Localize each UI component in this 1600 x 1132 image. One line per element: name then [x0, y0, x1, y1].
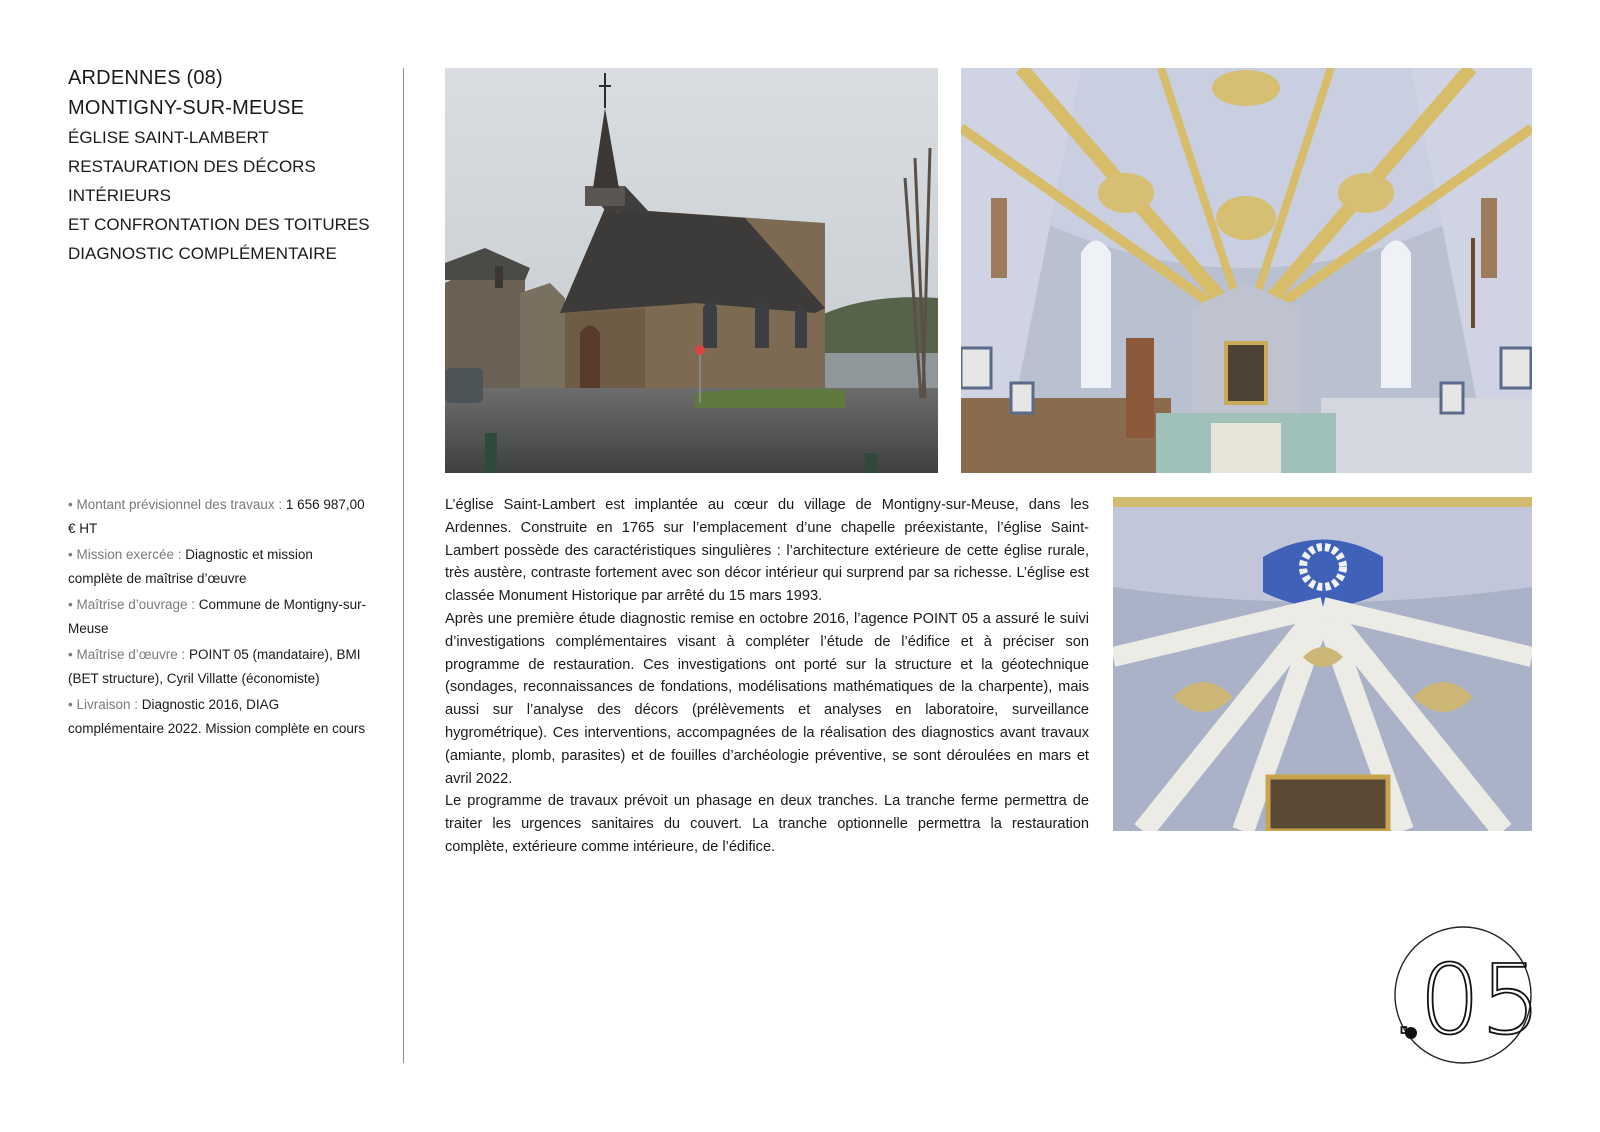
description-paragraph-2: Après une première étude diagnostic remise en octobre 2016, l’agence POINT 05 a assuré le suivi d’investigations complémentaires visant à compléter l’étude de l’édifice et à préciser son programme de restauration. Ces investigations ont porté sur la structure et la géotechnique (sondages, reconnaissances de fondations, modélisations mathématiques de la charpente), mais aussi sur l’analyse des décors (prélèvements et analyses en laboratoire, surveillance hygrométrique). Ces interventions, accompagnées de la réalisation des diagnostics avant travaux (amiante, plomb, parasites) et de fouilles d’archéologie préventive, se sont déroulées en mars et avril 2022. [445, 610, 1089, 787]
description-paragraph-1: L’église Saint-Lambert est implantée au cœur du village de Montigny-sur-Meuse, dans les Ardennes. Construite en 1765 sur l’emplacement d’une chapelle préexistante, l’église Saint-Lambert possède des caractéristiques singulières : l’architecture extérieure de cette église rurale, très austère, contraste fortement avec son décor intérieur qui surprend par sa richesse. L’église est classée Monument Historique par arrêté du 15 mars 1993. [445, 497, 1089, 605]
fact-client [68, 593, 368, 641]
project-description [445, 494, 1089, 859]
subtitle-building: ÉGLISE SAINT-LAMBERT [68, 128, 269, 147]
fact-label: • Maîtrise d’œuvre : [68, 647, 189, 662]
fact-value: POINT 05 (mandataire), BMI (BET structure), Cyril Villatte (économiste) [68, 647, 361, 686]
description-paragraph-3: Le programme de travaux prévoit un phasage en deux tranches. La tranche ferme permettra de traiter les urgences sanitaires du couvert. La tranche optionnelle permettra la restauration complète, extérieure comme intérieure, de l’édifice. [445, 793, 1089, 855]
church-exterior-photo [445, 68, 938, 473]
fact-label: • Livraison : [68, 697, 142, 712]
subtitle-line-4: ET CONFRONTATION DES TOITURES [68, 215, 370, 234]
project-facts [68, 493, 368, 743]
fact-mission [68, 543, 368, 591]
fact-label: • Montant prévisionnel des travaux : [68, 497, 286, 512]
fact-value: Commune de Montigny-sur-Meuse [68, 597, 367, 636]
fact-label: • Mission exercée : [68, 547, 186, 562]
title-department: ARDENNES (08) [68, 67, 223, 89]
vault-ceiling-detail-photo [1113, 497, 1532, 831]
fact-value: 1 656 987,00 € HT [68, 497, 365, 536]
fact-label: • Maîtrise d’ouvrage : [68, 597, 199, 612]
column-divider [403, 68, 404, 1063]
point05-logo [1393, 925, 1533, 1065]
fact-delivery [68, 693, 368, 741]
fact-architect [68, 643, 368, 691]
fact-value: Diagnostic et mission complète de maîtrise d’œuvre [68, 547, 313, 586]
logo-text: .05 [1393, 944, 1533, 1056]
title-town: MONTIGNY-SUR-MEUSE [68, 97, 305, 119]
subtitle-line-2: RESTAURATION DES DÉCORS [68, 157, 316, 176]
church-nave-interior-photo [961, 68, 1532, 473]
fact-value: Diagnostic 2016, DIAG complémentaire 2022. Mission complète en cours [68, 697, 366, 736]
subtitle-line-5: DIAGNOSTIC COMPLÉMENTAIRE [68, 244, 337, 263]
fact-budget [68, 493, 368, 541]
subtitle-line-3: INTÉRIEURS [68, 186, 171, 205]
project-title-block [68, 63, 388, 268]
